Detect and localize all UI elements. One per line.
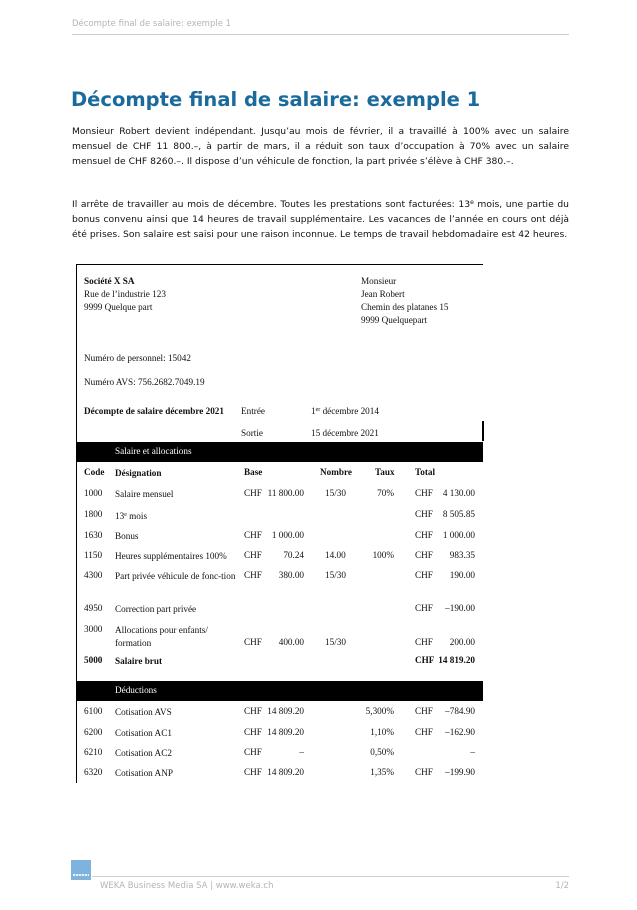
cell-total-currency: CHF (415, 488, 433, 498)
cell-base: – (299, 747, 304, 757)
cell-rate: 5,300% (365, 706, 394, 716)
cell-base: 11 800.00 (267, 488, 304, 498)
cell-code: 1000 (84, 488, 103, 498)
cell-rate: 1,10% (370, 727, 394, 737)
cell-base: 380.00 (278, 570, 304, 580)
cell-total-currency: CHF (415, 727, 433, 737)
exit-date: 15 décembre 2021 (311, 428, 379, 438)
table-row (77, 603, 483, 623)
section-earnings-bar (77, 442, 483, 462)
cell-code: 4300 (84, 570, 103, 580)
employee-address (361, 275, 449, 327)
cell-code: 6100 (84, 706, 103, 716)
details-text-a: Il arrête de travailler au mois de décembre. Toutes les prestations sont facturées: 13 (72, 199, 471, 210)
employer-name: Société X SA (84, 276, 135, 286)
cell-total: 200.00 (449, 637, 475, 647)
border-tick (482, 421, 484, 441)
cell-code: 6200 (84, 727, 103, 737)
cell-designation: Part privée véhicule de fonc-tion (115, 571, 236, 581)
cell-base-currency: CHF (244, 550, 262, 560)
table-row (77, 767, 483, 787)
exit-label: Sortie (241, 428, 263, 438)
cell-total: 1 000.00 (442, 530, 475, 540)
cell-base-currency: CHF (244, 488, 262, 498)
entry-date-suffix: er (315, 407, 321, 413)
cell-code: 4950 (84, 603, 103, 613)
cell-number: 15/30 (325, 488, 346, 498)
cell-base: 70.24 (283, 550, 304, 560)
cell-total-currency: CHF (415, 637, 433, 647)
table-row (77, 624, 483, 648)
cell-designation: Salaire mensuel (115, 489, 174, 499)
superscript: e (470, 199, 474, 206)
employee-salutation: Monsieur (361, 276, 397, 286)
col-total: Total (415, 467, 436, 477)
table-row (77, 530, 483, 550)
employee-street: Chemin des platanes 15 (361, 302, 449, 312)
entry-label: Entrée (241, 406, 265, 416)
page-title: Décompte final de salaire: exemple 1 (71, 88, 481, 111)
employee-city: 9999 Quelquepart (361, 315, 428, 325)
cell-rate: 1,35% (370, 767, 394, 777)
cell-designation: Cotisation ANP (115, 768, 173, 778)
cell-code: 6210 (84, 747, 103, 757)
cell-total: –190.00 (445, 603, 475, 613)
logo-stripe (73, 874, 89, 876)
cell-rate: 100% (372, 550, 394, 560)
cell-designation: Allocations pour enfants/ formation (115, 625, 208, 648)
section-earnings-title: Salaire et allocations (115, 446, 192, 456)
cell-total-currency: CHF (415, 550, 433, 560)
employee-name: Jean Robert (361, 289, 405, 299)
cell-designation: Cotisation AVS (115, 707, 172, 717)
cell-base-currency: CHF (244, 530, 262, 540)
col-number: Nombre (320, 467, 352, 477)
cell-number: 14.00 (325, 550, 346, 560)
cell-rate: 70% (377, 488, 394, 498)
employer-street: Rue de l’industrie 123 (84, 289, 166, 299)
col-designation: Désignation (115, 468, 162, 478)
cell-total: 983.35 (449, 550, 475, 560)
cell-code: 1630 (84, 530, 103, 540)
entry-date-day: 1 (311, 406, 316, 416)
cell-total: 8 505.85 (442, 509, 475, 519)
cell-number: 15/30 (325, 637, 346, 647)
cell-total: 190.00 (449, 570, 475, 580)
statement-title: Décompte de salaire décembre 2021 (84, 406, 224, 416)
superscript: e (124, 512, 127, 518)
cell-base-currency: CHF (244, 767, 262, 777)
cell-total-currency: CHF (415, 706, 433, 716)
employer-address (84, 275, 166, 314)
cell-total-currency: CHF (415, 530, 433, 540)
cell-total: – (470, 747, 475, 757)
cell-base: 400.00 (278, 637, 304, 647)
intro-paragraph: Monsieur Robert devient indépendant. Jusqu’au mois de février, il a travaillé à 100% avec un salaire mensuel de CHF 11 800.–, à partir de mars, il a réduit son taux d’occupation à 70% avec un salaire mensuel de CHF 8260.–. Il dispose d’un véhicule de fonction, la part privée s’élève à CHF 380.–. (72, 126, 569, 168)
cell-total-currency: CHF (415, 570, 433, 580)
cell-designation: Heures supplémentaires 100% (115, 551, 227, 561)
cell-code: 6320 (84, 767, 103, 777)
payslip-figure (76, 264, 483, 783)
cell-number: 15/30 (325, 570, 346, 580)
weka-logo-icon (71, 860, 91, 880)
footer-publisher: WEKA Business Media SA | www.weka.ch (100, 881, 274, 891)
cell-base-currency: CHF (244, 727, 262, 737)
cell-total: 14 819.20 (438, 655, 475, 665)
table-row (77, 509, 483, 529)
cell-designation: Cotisation AC1 (115, 728, 172, 738)
cell-designation: Cotisation AC2 (115, 748, 172, 758)
table-row (77, 727, 483, 747)
running-header: Décompte final de salaire: exemple 1 (72, 19, 569, 35)
cell-designation: Bonus (115, 531, 139, 541)
table-row (77, 747, 483, 767)
cell-code: 3000 (84, 624, 103, 634)
col-base: Base (244, 467, 263, 477)
cell-base-currency: CHF (244, 706, 262, 716)
details-text-b: mois, une partie du bonus convenu ainsi que 14 heures de travail supplémentaire. Les vacances de l’année en cours ont déjà été prises. Son salaire est saisi pour une raison inconnue. Le temps de travail hebdomadaire est 42 heures. (72, 199, 570, 241)
table-row (77, 655, 483, 675)
cell-total: –784.90 (445, 706, 475, 716)
cell-designation: 13e mois (115, 511, 148, 521)
table-row (77, 550, 483, 570)
cell-total: –199.90 (445, 767, 475, 777)
section-deductions-bar (77, 681, 483, 701)
table-row (77, 706, 483, 726)
cell-designation: Correction part privée (115, 604, 197, 614)
col-rate: Taux (375, 467, 395, 477)
table-row (77, 488, 483, 508)
avs-number: Numéro AVS: 756.2682.7049.19 (84, 377, 205, 387)
column-header-row (77, 467, 483, 487)
cell-total: –162.90 (445, 727, 475, 737)
table-row (77, 570, 483, 590)
cell-base: 1 000.00 (271, 530, 304, 540)
cell-total: 4 130.00 (442, 488, 475, 498)
footer-divider (92, 876, 569, 877)
cell-total-currency: CHF (415, 509, 433, 519)
entry-date-month-year: décembre 2014 (320, 406, 379, 416)
cell-base-currency: CHF (244, 747, 262, 757)
col-code: Code (84, 467, 105, 477)
cell-code: 1800 (84, 509, 103, 519)
entry-date (311, 406, 379, 416)
cell-rate: 0,50% (370, 747, 394, 757)
cell-base-currency: CHF (244, 570, 262, 580)
employer-city: 9999 Quelque part (84, 302, 153, 312)
cell-base: 14 809.20 (267, 706, 304, 716)
section-deductions-title: Déductions (115, 685, 157, 695)
details-paragraph (72, 195, 569, 243)
cell-base: 14 809.20 (267, 727, 304, 737)
cell-designation: Salaire brut (115, 656, 163, 666)
cell-code: 5000 (84, 655, 103, 665)
cell-total-currency: CHF (415, 767, 433, 777)
cell-total-currency: CHF (415, 655, 435, 665)
cell-base-currency: CHF (244, 637, 262, 647)
cell-total-currency: CHF (415, 603, 433, 613)
page-number: 1/2 (555, 881, 569, 891)
cell-base: 14 809.20 (267, 767, 304, 777)
personnel-number: Numéro de personnel: 15042 (84, 353, 191, 363)
cell-code: 1150 (84, 550, 103, 560)
